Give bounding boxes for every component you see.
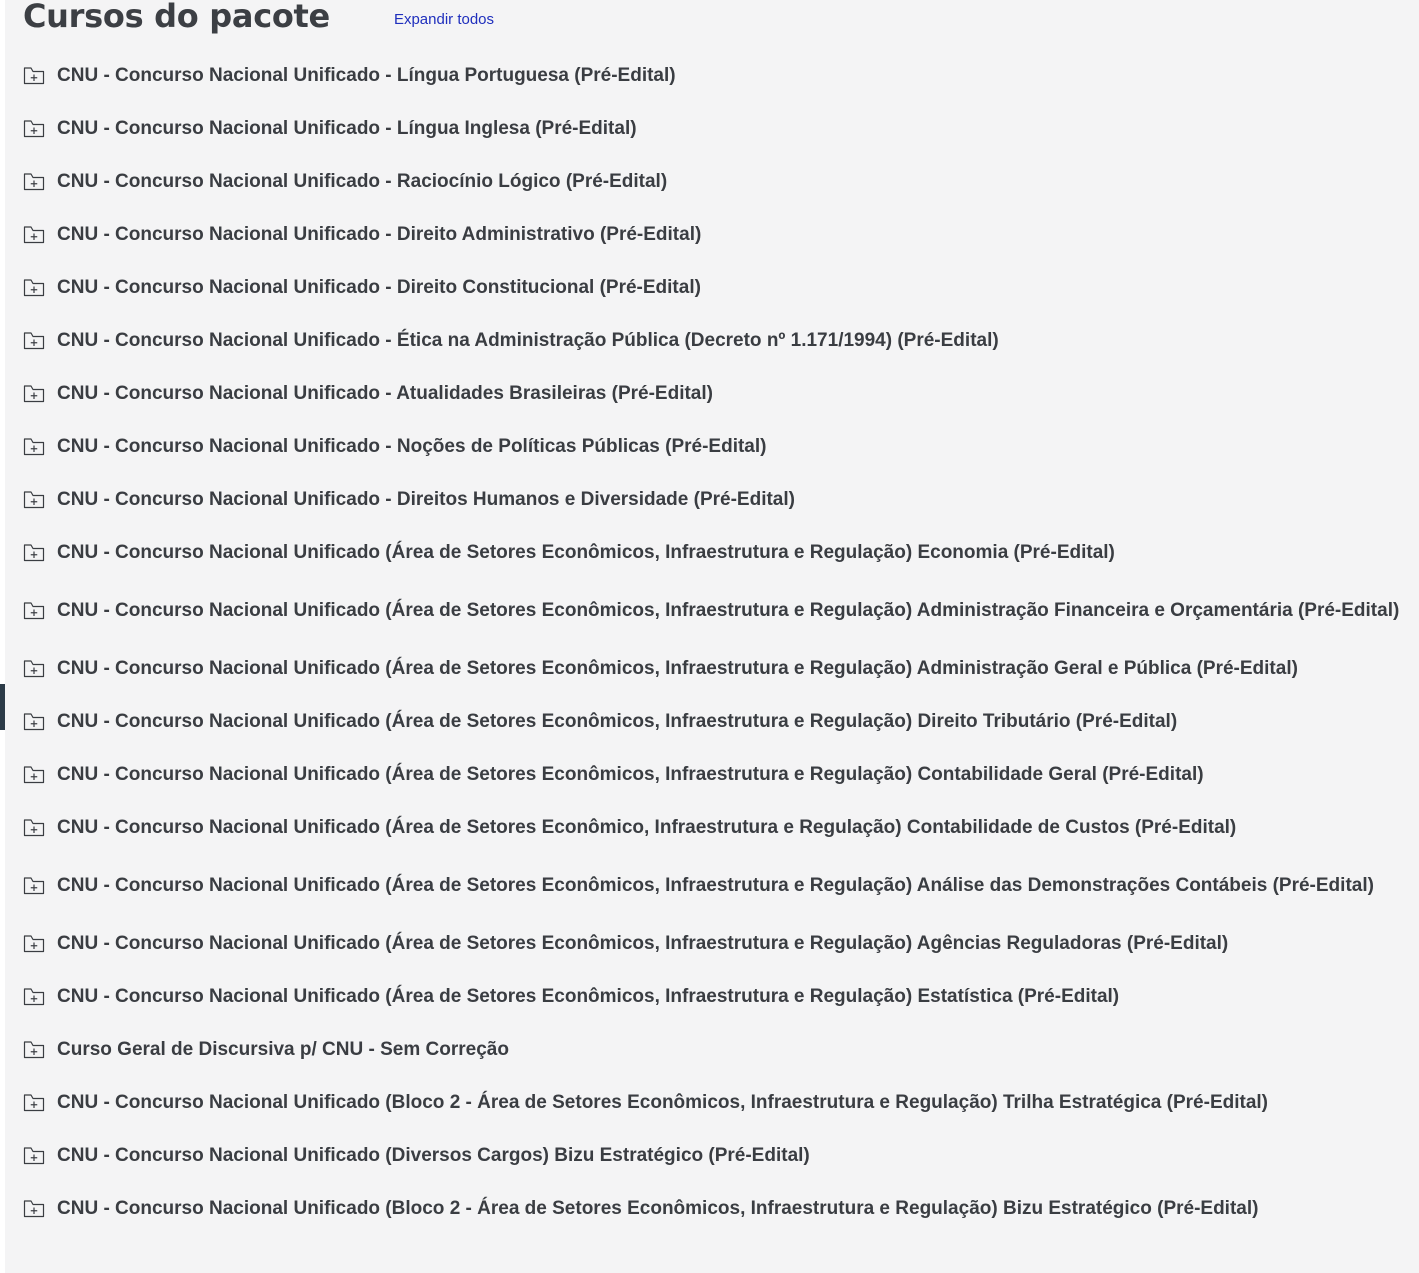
- course-name: CNU - Concurso Nacional Unificado (Área de Setores Econômicos, Infraestrutura e Regulação) Administração Geral e Pública (Pré-Edital): [57, 658, 1298, 679]
- course-item[interactable]: [23, 917, 1403, 970]
- course-name: CNU - Concurso Nacional Unificado (Área de Setores Econômicos, Infraestrutura e Regulação) Agências Reguladoras (Pré-Edital): [57, 933, 1229, 954]
- folder-plus-icon: [23, 172, 45, 191]
- course-list: [23, 49, 1403, 1235]
- course-item[interactable]: [23, 854, 1403, 917]
- course-name: CNU - Concurso Nacional Unificado (Área de Setores Econômicos, Infraestrutura e Regulação) Análise das Demonstrações Contábeis (Pré-Edital): [57, 875, 1374, 896]
- course-name: CNU - Concurso Nacional Unificado (Área de Setores Econômicos, Infraestrutura e Regulação) Economia (Pré-Edital): [57, 542, 1115, 563]
- course-name: CNU - Concurso Nacional Unificado - Língua Portuguesa (Pré-Edital): [57, 65, 676, 86]
- course-name: CNU - Concurso Nacional Unificado (Área de Setores Econômicos, Infraestrutura e Regulação) Direito Tributário (Pré-Edital): [57, 711, 1178, 732]
- course-item[interactable]: [23, 1076, 1403, 1129]
- course-item[interactable]: [23, 526, 1403, 579]
- folder-plus-icon: [23, 601, 45, 620]
- course-item[interactable]: [23, 473, 1403, 526]
- course-item[interactable]: [23, 102, 1403, 155]
- folder-plus-icon: [23, 876, 45, 895]
- course-item[interactable]: [23, 642, 1403, 695]
- folder-plus-icon: [23, 543, 45, 562]
- course-item[interactable]: [23, 970, 1403, 1023]
- course-item[interactable]: [23, 801, 1403, 854]
- folder-plus-icon: [23, 765, 45, 784]
- course-item[interactable]: [23, 1182, 1403, 1235]
- course-name: CNU - Concurso Nacional Unificado (Área de Setores Econômico, Infraestrutura e Regulação) Contabilidade de Custos (Pré-Edital): [57, 817, 1237, 838]
- folder-plus-icon: [23, 1199, 45, 1218]
- course-name: CNU - Concurso Nacional Unificado (Bloco 2 - Área de Setores Econômicos, Infraestrutura e Regulação) Bizu Estratégico (Pré-Edital): [57, 1198, 1259, 1219]
- course-item[interactable]: [23, 49, 1403, 102]
- folder-plus-icon: [23, 225, 45, 244]
- folder-plus-icon: [23, 659, 45, 678]
- folder-plus-icon: [23, 987, 45, 1006]
- course-item[interactable]: [23, 314, 1403, 367]
- folder-plus-icon: [23, 331, 45, 350]
- course-name: Curso Geral de Discursiva p/ CNU - Sem Correção: [57, 1039, 509, 1060]
- folder-plus-icon: [23, 437, 45, 456]
- folder-plus-icon: [23, 934, 45, 953]
- folder-plus-icon: [23, 278, 45, 297]
- course-name: CNU - Concurso Nacional Unificado - Raciocínio Lógico (Pré-Edital): [57, 171, 668, 192]
- course-item[interactable]: [23, 208, 1403, 261]
- course-item[interactable]: [23, 261, 1403, 314]
- course-name: CNU - Concurso Nacional Unificado (Bloco 2 - Área de Setores Econômicos, Infraestrutura e Regulação) Trilha Estratégica (Pré-Edital): [57, 1092, 1268, 1113]
- course-item[interactable]: [23, 579, 1403, 642]
- section-header: [23, 0, 494, 40]
- course-name: CNU - Concurso Nacional Unificado - Língua Inglesa (Pré-Edital): [57, 118, 637, 139]
- course-name: CNU - Concurso Nacional Unificado - Direito Constitucional (Pré-Edital): [57, 277, 701, 298]
- course-item[interactable]: [23, 155, 1403, 208]
- folder-plus-icon: [23, 1040, 45, 1059]
- course-name: CNU - Concurso Nacional Unificado - Direitos Humanos e Diversidade (Pré-Edital): [57, 489, 795, 510]
- course-item[interactable]: [23, 1129, 1403, 1182]
- course-item[interactable]: [23, 420, 1403, 473]
- course-package-panel: [5, 0, 1419, 1273]
- course-name: CNU - Concurso Nacional Unificado - Noções de Políticas Públicas (Pré-Edital): [57, 436, 767, 457]
- folder-plus-icon: [23, 818, 45, 837]
- expand-all-link[interactable]: Expandir todos: [393, 10, 495, 28]
- page-title: Cursos do pacote: [23, 0, 330, 35]
- folder-plus-icon: [23, 712, 45, 731]
- folder-plus-icon: [23, 1093, 45, 1112]
- course-item[interactable]: [23, 1023, 1403, 1076]
- folder-plus-icon: [23, 490, 45, 509]
- course-name: CNU - Concurso Nacional Unificado (Área de Setores Econômicos, Infraestrutura e Regulação) Administração Financeira e Orçamentária (Pré-Edital): [57, 600, 1400, 621]
- course-name: CNU - Concurso Nacional Unificado (Diversos Cargos) Bizu Estratégico (Pré-Edital): [57, 1145, 810, 1166]
- course-item[interactable]: [23, 695, 1403, 748]
- course-name: CNU - Concurso Nacional Unificado (Área de Setores Econômicos, Infraestrutura e Regulação) Estatística (Pré-Edital): [57, 986, 1120, 1007]
- folder-plus-icon: [23, 119, 45, 138]
- course-item[interactable]: [23, 748, 1403, 801]
- folder-plus-icon: [23, 1146, 45, 1165]
- course-name: CNU - Concurso Nacional Unificado (Área de Setores Econômicos, Infraestrutura e Regulação) Contabilidade Geral (Pré-Edital): [57, 764, 1204, 785]
- folder-plus-icon: [23, 66, 45, 85]
- course-name: CNU - Concurso Nacional Unificado - Ética na Administração Pública (Decreto nº 1.171/1994) (Pré-Edital): [57, 330, 999, 351]
- course-item[interactable]: [23, 367, 1403, 420]
- course-name: CNU - Concurso Nacional Unificado - Atualidades Brasileiras (Pré-Edital): [57, 383, 713, 404]
- course-name: CNU - Concurso Nacional Unificado - Direito Administrativo (Pré-Edital): [57, 224, 702, 245]
- folder-plus-icon: [23, 384, 45, 403]
